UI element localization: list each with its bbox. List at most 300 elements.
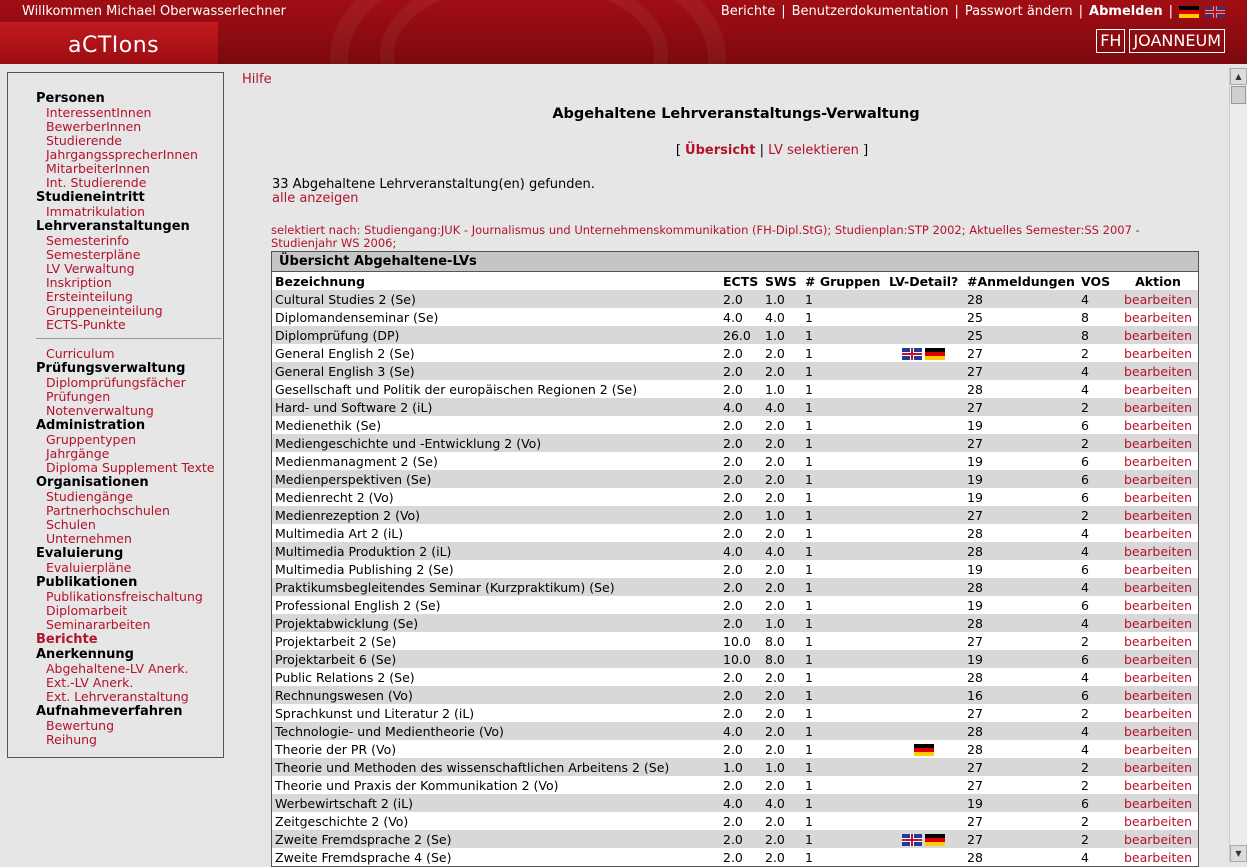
lv-ects: 4.0 [720,398,762,416]
table-header-row [272,272,1198,290]
german-flag-icon[interactable] [1179,6,1199,18]
lv-ects: 2.0 [720,848,762,866]
lv-anmeldungen: 28 [964,848,1078,866]
tab-separator: | [755,143,769,158]
scroll-down-arrow-icon[interactable]: ▼ [1230,845,1247,862]
lv-vos: 4 [1078,740,1118,758]
sidebar-section-lehrveranstaltungen: Lehrveranstaltungen [36,219,190,234]
sidebar-item-curriculum[interactable]: Curriculum [46,346,115,361]
sidebar-item-pruefungsverwaltung-1[interactable]: Prüfungen [46,389,111,404]
sidebar-item-pruefungsverwaltung-0[interactable]: Diplomprüfungsfächer [46,375,186,390]
lv-name: Praktikumsbegleitendes Seminar (Kurzpraktikum) (Se) [272,578,720,596]
table-row [272,812,1198,830]
lv-vos: 4 [1078,848,1118,866]
header-decoration-inner [380,0,668,64]
lv-anmeldungen: 19 [964,488,1078,506]
lv-ects: 2.0 [720,740,762,758]
sidebar-item-organisationen-1[interactable]: Partnerhochschulen [46,503,170,518]
lv-vos: 6 [1078,488,1118,506]
lv-ects: 2.0 [720,506,762,524]
nav-separator: | [1078,4,1084,19]
sidebar-item-administration-0[interactable]: Gruppentypen [46,432,137,447]
lv-sws: 1.0 [762,758,802,776]
edit-link [1118,794,1198,812]
lv-ects: 10.0 [720,632,762,650]
edit-link [1118,650,1198,668]
table-row [272,416,1198,434]
sidebar-item-anerkennung-0[interactable]: Abgehaltene-LV Anerk. [46,661,189,676]
lv-detail [886,524,964,542]
lv-vos: 6 [1078,650,1118,668]
lv-gruppen: 1 [802,326,886,344]
lv-vos: 8 [1078,326,1118,344]
sidebar-navigation [7,72,224,758]
lv-name: Professional English 2 (Se) [272,596,720,614]
lv-sws: 1.0 [762,506,802,524]
table-row [272,542,1198,560]
edit-link [1118,506,1198,524]
edit-link [1118,812,1198,830]
lv-name: General English 2 (Se) [272,344,720,362]
lv-vos: 6 [1078,794,1118,812]
lv-vos: 4 [1078,524,1118,542]
table-caption: Übersicht Abgehaltene-LVs [272,252,1198,272]
bearbeiten-link[interactable]: bearbeiten [1123,363,1193,379]
lv-vos: 8 [1078,308,1118,326]
lv-gruppen: 1 [802,470,886,488]
lv-vos: 4 [1078,362,1118,380]
bearbeiten-link[interactable]: bearbeiten [1123,399,1193,415]
lv-gruppen: 1 [802,524,886,542]
lv-gruppen: 1 [802,416,886,434]
edit-link [1118,308,1198,326]
nav-abmelden[interactable]: Abmelden [1089,4,1163,19]
lv-anmeldungen: 19 [964,596,1078,614]
table-row [272,686,1198,704]
lv-vos: 4 [1078,542,1118,560]
table-row [272,308,1198,326]
table-row [272,344,1198,362]
lv-vos: 6 [1078,560,1118,578]
page-title: Abgehaltene Lehrveranstaltungs-Verwaltung [552,106,920,122]
lv-anmeldungen: 28 [964,740,1078,758]
lv-vos: 6 [1078,416,1118,434]
nav-separator: | [1168,4,1173,19]
edit-link [1118,632,1198,650]
lv-gruppen: 1 [802,542,886,560]
tab-lv-selektieren[interactable]: LV selektieren [768,143,859,158]
lv-gruppen: 1 [802,722,886,740]
lv-sws: 8.0 [762,650,802,668]
sidebar-item-organisationen-3[interactable]: Unternehmen [46,531,132,546]
edit-link [1118,740,1198,758]
logo-joanneum: JOANNEUM [1129,29,1225,53]
lv-anmeldungen: 19 [964,794,1078,812]
column-header-lv-detail[interactable]: LV-Detail? [886,272,964,290]
sidebar-section-administration: Administration [36,418,146,433]
lv-name: Diplomprüfung (DP) [272,326,720,344]
app-header [0,0,1247,64]
lv-gruppen: 1 [802,596,886,614]
lv-gruppen: 1 [802,686,886,704]
sidebar-menu [36,91,222,747]
bearbeiten-link[interactable]: bearbeiten [1123,435,1193,451]
table-row [272,758,1198,776]
sidebar-item-anerkennung-1[interactable]: Ext.-LV Anerk. [46,675,134,690]
nav-separator: | [954,4,959,19]
sidebar-item-publikationen-0[interactable]: Publikationsfreischaltung [46,589,203,604]
edit-link [1118,398,1198,416]
view-tabs [242,143,1247,158]
lv-ects: 2.0 [720,524,762,542]
column-header-aktion: Aktion [1118,272,1198,290]
lv-anmeldungen: 28 [964,380,1078,398]
lv-ects: 2.0 [720,380,762,398]
bearbeiten-link[interactable]: bearbeiten [1123,471,1193,487]
lv-ects: 1.0 [720,758,762,776]
lv-vos: 4 [1078,380,1118,398]
sidebar-item-personen-5[interactable]: Int. Studierende [46,175,147,190]
lv-gruppen: 1 [802,614,886,632]
column-header-vos[interactable]: VOS [1078,272,1118,290]
lv-anmeldungen: 27 [964,398,1078,416]
lv-gruppen: 1 [802,740,886,758]
sidebar-item-pruefungsverwaltung-2[interactable]: Notenverwaltung [46,403,154,418]
lv-sws: 1.0 [762,326,802,344]
lv-name: Mediengeschichte und -Entwicklung 2 (Vo) [272,434,720,452]
table-row [272,830,1198,848]
lv-name: Theorie und Methoden des wissenschaftlichen Arbeitens 2 (Se) [272,758,720,776]
lv-ects: 4.0 [720,542,762,560]
sidebar-item-berichte[interactable]: Berichte [36,632,98,647]
lv-detail [886,380,964,398]
edit-link [1118,848,1198,866]
sidebar-item-personen-1[interactable]: BewerberInnen [46,119,142,134]
lv-gruppen: 1 [802,380,886,398]
table-row [272,614,1198,632]
scrollbar-thumb[interactable] [1231,86,1246,104]
lv-anmeldungen: 27 [964,812,1078,830]
bearbeiten-link[interactable]: bearbeiten [1123,669,1193,685]
lv-anmeldungen: 27 [964,704,1078,722]
bearbeiten-link[interactable]: bearbeiten [1123,579,1193,595]
bearbeiten-link[interactable]: bearbeiten [1123,741,1193,757]
sidebar-section-evaluierung: Evaluierung [36,546,124,561]
nav-separator: | [781,4,786,19]
sidebar-item-lehrveranstaltungen-6[interactable]: ECTS-Punkte [46,317,126,332]
lv-ects: 2.0 [720,704,762,722]
lv-anmeldungen: 28 [964,668,1078,686]
lv-table [272,272,1198,866]
nav-passwort-aendern[interactable]: Passwort ändern [964,4,1073,19]
bearbeiten-link[interactable]: bearbeiten [1123,849,1193,865]
lv-gruppen: 1 [802,848,886,866]
sidebar-item-lehrveranstaltungen-2[interactable]: LV Verwaltung [46,261,135,276]
sidebar-item-administration-1[interactable]: Jahrgänge [46,446,110,461]
bearbeiten-link[interactable]: bearbeiten [1123,561,1193,577]
table-row [272,722,1198,740]
lv-name: Zeitgeschichte 2 (Vo) [272,812,720,830]
sidebar-item-lehrveranstaltungen-5[interactable]: Gruppeneinteilung [46,303,163,318]
table-row [272,506,1198,524]
tab-uebersicht[interactable]: Übersicht [685,143,756,158]
lv-gruppen: 1 [802,362,886,380]
lv-anmeldungen: 28 [964,614,1078,632]
lv-sws: 4.0 [762,542,802,560]
top-navigation [721,4,1225,19]
bearbeiten-link[interactable]: bearbeiten [1123,417,1193,433]
edit-link [1118,434,1198,452]
lv-ects: 2.0 [720,776,762,794]
lv-detail [886,506,964,524]
bearbeiten-link[interactable]: bearbeiten [1123,633,1193,649]
sidebar-item-lehrveranstaltungen-4[interactable]: Ersteinteilung [46,289,133,304]
lv-vos: 6 [1078,452,1118,470]
lv-vos: 2 [1078,776,1118,794]
sidebar-item-administration-2[interactable]: Diploma Supplement Texte [46,460,215,475]
lv-sws: 2.0 [762,416,802,434]
lv-sws: 2.0 [762,344,802,362]
sidebar-item-lehrveranstaltungen-3[interactable]: Inskription [46,275,112,290]
edit-link [1118,524,1198,542]
table-row [272,524,1198,542]
sidebar-item-personen-4[interactable]: MitarbeiterInnen [46,161,150,176]
table-row [272,362,1198,380]
german-flag-icon [925,348,945,360]
sidebar-item-publikationen-1[interactable]: Diplomarbeit [46,603,128,618]
bearbeiten-link[interactable]: bearbeiten [1123,291,1193,307]
lv-gruppen: 1 [802,668,886,686]
sidebar-section-anerkennung: Anerkennung [36,647,134,662]
lv-ects: 2.0 [720,488,762,506]
lv-gruppen: 1 [802,632,886,650]
lv-gruppen: 1 [802,776,886,794]
lv-anmeldungen: 27 [964,506,1078,524]
lv-name: Multimedia Art 2 (iL) [272,524,720,542]
bearbeiten-link[interactable]: bearbeiten [1123,525,1193,541]
table-row [272,740,1198,758]
column-header-ects[interactable]: ECTS [720,272,762,290]
lv-sws: 2.0 [762,848,802,866]
bearbeiten-link[interactable]: bearbeiten [1123,813,1193,829]
sidebar-item-organisationen-0[interactable]: Studiengänge [46,489,133,504]
lv-detail [886,830,964,848]
lv-detail [886,650,964,668]
lv-sws: 2.0 [762,578,802,596]
english-flag-icon[interactable] [1205,6,1225,18]
column-header-gruppen[interactable]: # Gruppen [802,272,886,290]
lv-name: Multimedia Publishing 2 (Se) [272,560,720,578]
lv-sws: 4.0 [762,794,802,812]
sidebar-item-anerkennung-2[interactable]: Ext. Lehrveranstaltung [46,689,189,704]
table-row [272,560,1198,578]
bearbeiten-link[interactable]: bearbeiten [1123,705,1193,721]
edit-link [1118,470,1198,488]
lv-vos: 2 [1078,758,1118,776]
show-all-link[interactable]: alle anzeigen [272,191,359,206]
sidebar-item-lehrveranstaltungen-0[interactable]: Semesterinfo [46,233,130,248]
lv-detail [886,290,964,308]
lv-anmeldungen: 28 [964,722,1078,740]
help-link[interactable]: Hilfe [242,72,272,87]
lv-ects: 2.0 [720,344,762,362]
lv-vos: 2 [1078,344,1118,362]
lv-gruppen: 1 [802,830,886,848]
bearbeiten-link[interactable]: bearbeiten [1123,489,1193,505]
bearbeiten-link[interactable]: bearbeiten [1123,381,1193,397]
table-row [272,776,1198,794]
lv-name: Multimedia Produktion 2 (iL) [272,542,720,560]
welcome-text: Willkommen Michael Oberwasserlechner [22,4,286,19]
bearbeiten-link[interactable]: bearbeiten [1123,327,1193,343]
lv-vos: 2 [1078,704,1118,722]
lv-gruppen: 1 [802,794,886,812]
lv-gruppen: 1 [802,812,886,830]
lv-sws: 2.0 [762,740,802,758]
lv-sws: 2.0 [762,524,802,542]
lv-ects: 2.0 [720,812,762,830]
bearbeiten-link[interactable]: bearbeiten [1123,543,1193,559]
lv-anmeldungen: 27 [964,434,1078,452]
sidebar-item-aufnahmeverfahren-1[interactable]: Reihung [46,732,97,747]
bearbeiten-link[interactable]: bearbeiten [1123,597,1193,613]
lv-detail [886,488,964,506]
lv-gruppen: 1 [802,650,886,668]
lv-ects: 2.0 [720,668,762,686]
table-row [272,794,1198,812]
lv-anmeldungen: 28 [964,290,1078,308]
table-row [272,452,1198,470]
bearbeiten-link[interactable]: bearbeiten [1123,777,1193,793]
edit-link [1118,668,1198,686]
lv-vos: 4 [1078,614,1118,632]
lv-vos: 4 [1078,578,1118,596]
bearbeiten-link[interactable]: bearbeiten [1123,453,1193,469]
lv-anmeldungen: 19 [964,452,1078,470]
sidebar-item-personen-0[interactable]: InteressentInnen [46,105,152,120]
lv-ects: 2.0 [720,686,762,704]
bearbeiten-link[interactable]: bearbeiten [1123,687,1193,703]
lv-detail [886,362,964,380]
app-title: aCTIons [68,33,160,58]
sidebar-item-personen-2[interactable]: Studierende [46,133,122,148]
lv-name: Hard- und Software 2 (iL) [272,398,720,416]
lv-vos: 4 [1078,290,1118,308]
lv-anmeldungen: 27 [964,344,1078,362]
lv-name: Projektarbeit 2 (Se) [272,632,720,650]
sidebar-item-studieneintritt-0[interactable]: Immatrikulation [46,204,146,219]
nav-berichte[interactable]: Berichte [720,4,776,19]
sidebar-section-aufnahmeverfahren: Aufnahmeverfahren [36,704,183,719]
scroll-up-arrow-icon[interactable]: ▲ [1230,68,1247,85]
lv-ects: 4.0 [720,722,762,740]
bearbeiten-link[interactable]: bearbeiten [1123,759,1193,775]
lv-detail [886,452,964,470]
lv-vos: 2 [1078,830,1118,848]
edit-link [1118,344,1198,362]
lv-name: Zweite Fremdsprache 4 (Se) [272,848,720,866]
edit-link [1118,452,1198,470]
column-header-sws[interactable]: SWS [762,272,802,290]
lv-name: Gesellschaft und Politik der europäischen Regionen 2 (Se) [272,380,720,398]
lv-detail [886,542,964,560]
sidebar-item-personen-3[interactable]: JahrgangssprecherInnen [46,147,198,162]
edit-link [1118,830,1198,848]
lv-sws: 2.0 [762,686,802,704]
edit-link [1118,362,1198,380]
edit-link [1118,758,1198,776]
lv-name: Theorie und Praxis der Kommunikation 2 (Vo) [272,776,720,794]
lv-gruppen: 1 [802,344,886,362]
lv-sws: 2.0 [762,560,802,578]
column-header-bezeichnung[interactable]: Bezeichnung [272,272,720,290]
lv-name: Projektarbeit 6 (Se) [272,650,720,668]
lv-detail [886,776,964,794]
sidebar-item-evaluierung-0[interactable]: Evaluierpläne [46,560,132,575]
vertical-scrollbar[interactable] [1229,68,1247,862]
lv-gruppen: 1 [802,434,886,452]
sidebar-item-publikationen-2[interactable]: Seminararbeiten [46,617,151,632]
lv-gruppen: 1 [802,452,886,470]
edit-link [1118,416,1198,434]
bearbeiten-link[interactable]: bearbeiten [1123,615,1193,631]
lv-detail [886,668,964,686]
lv-sws: 2.0 [762,470,802,488]
lv-anmeldungen: 27 [964,830,1078,848]
lv-anmeldungen: 16 [964,686,1078,704]
lv-detail [886,596,964,614]
column-header-anmeldungen[interactable]: #Anmeldungen [964,272,1078,290]
lv-ects: 2.0 [720,434,762,452]
bearbeiten-link[interactable]: bearbeiten [1123,831,1193,847]
main-content [242,68,1217,865]
edit-link [1118,722,1198,740]
lv-name: Medienrezeption 2 (Vo) [272,506,720,524]
lv-detail [886,848,964,866]
sidebar-item-lehrveranstaltungen-1[interactable]: Semesterpläne [46,247,141,262]
lv-vos: 2 [1078,812,1118,830]
lv-vos: 2 [1078,398,1118,416]
lv-name: Theorie der PR (Vo) [272,740,720,758]
sidebar-section-studieneintritt: Studieneintritt [36,190,145,205]
lv-anmeldungen: 27 [964,362,1078,380]
nav-benutzerdokumentation[interactable]: Benutzerdokumentation [791,4,949,19]
bracket: [ [675,143,686,158]
bearbeiten-link[interactable]: bearbeiten [1123,795,1193,811]
sidebar-item-aufnahmeverfahren-0[interactable]: Bewertung [46,718,114,733]
lv-vos: 2 [1078,632,1118,650]
lv-anmeldungen: 28 [964,578,1078,596]
bearbeiten-link[interactable]: bearbeiten [1123,651,1193,667]
english-flag-icon [902,348,922,360]
table-row [272,398,1198,416]
sidebar-item-organisationen-2[interactable]: Schulen [46,517,96,532]
lv-detail [886,308,964,326]
lv-anmeldungen: 19 [964,470,1078,488]
bearbeiten-link[interactable]: bearbeiten [1123,723,1193,739]
lv-sws: 2.0 [762,452,802,470]
bearbeiten-link[interactable]: bearbeiten [1123,507,1193,523]
table-row [272,668,1198,686]
lv-table-panel [271,251,1199,867]
lv-detail [886,722,964,740]
lv-sws: 2.0 [762,668,802,686]
lv-detail [886,326,964,344]
lv-gruppen: 1 [802,560,886,578]
filter-description: selektiert nach: Studiengang:JUK - Journalismus und Unternehmenskommunikation (FH-Dipl.StG); Studienplan:STP 2002; Aktuelles Semester:SS 2007 - Studienjahr WS 2006; [271,223,1140,250]
bearbeiten-link[interactable]: bearbeiten [1123,309,1193,325]
bearbeiten-link[interactable]: bearbeiten [1123,345,1193,361]
